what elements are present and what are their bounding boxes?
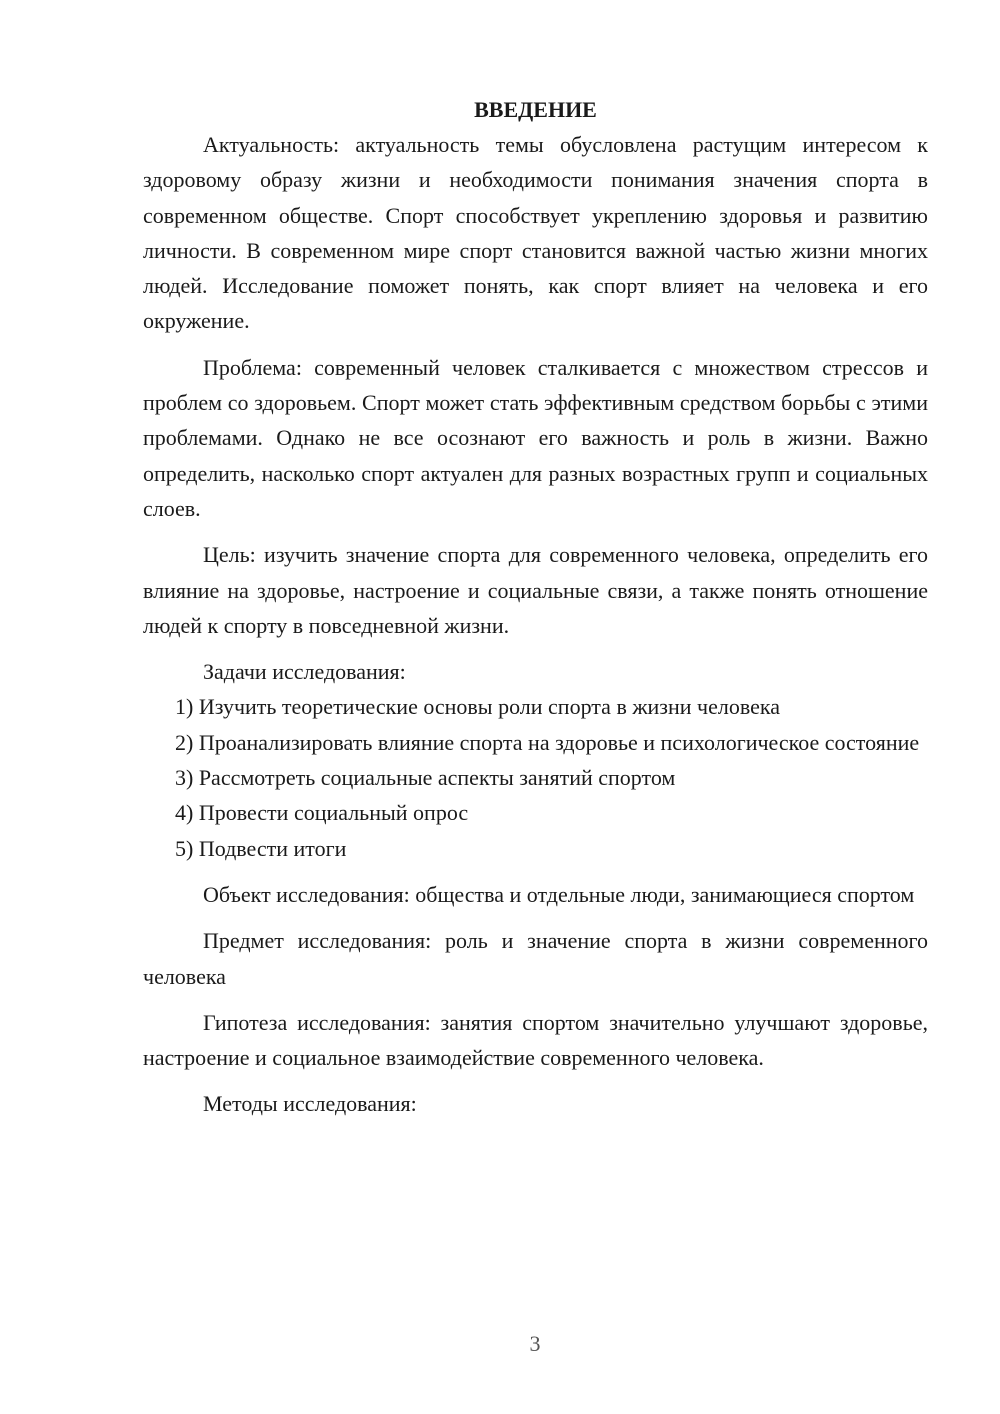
methods-heading: Методы исследования: — [203, 1091, 417, 1117]
goal-paragraph: Цель: изучить значение спорта для современного человека, определить его влияние на здоровье, настроение и социальные связи, а также понять отношение людей к спорту в повседневной жизни. — [143, 542, 928, 638]
document-page — [143, 92, 928, 1122]
task-item-3: 3) Рассмотреть социальные аспекты занятий спортом — [175, 765, 676, 791]
subject-paragraph: Предмет исследования: роль и значение спорта в жизни современного человека — [143, 928, 928, 989]
tasks-heading: Задачи исследования: — [203, 659, 406, 685]
object-paragraph: Объект исследования: общества и отдельные люди, занимающиеся спортом — [203, 881, 915, 907]
task-item-2: 2) Проанализировать влияние спорта на здоровье и психологическое состояние — [175, 729, 920, 755]
hypothesis-paragraph: Гипотеза исследования: занятия спортом значительно улучшают здоровье, настроение и социальное взаимодействие современного человека. — [143, 1009, 928, 1071]
task-item-4: 4) Провести социальный опрос — [175, 800, 469, 826]
task-item-5: 5) Подвести итоги — [175, 835, 347, 861]
page-number: 3 — [529, 1331, 541, 1356]
task-item-1: 1) Изучить теоретические основы роли спорта в жизни человека — [175, 694, 780, 720]
page-title: ВВЕДЕНИЕ — [474, 97, 597, 122]
relevance-paragraph: Актуальность: актуальность темы обусловлена растущим интересом к здоровому образу жизни и необходимости понимания значения спорта в современном обществе. Спорт способствует укреплению здоровья и развитию личности. В современном мире спорт становится важной частью жизни многих людей. Исследование поможет понять, как спорт влияет на человека и его окружение. — [143, 132, 928, 334]
problem-paragraph: Проблема: современный человек сталкивается с множеством стрессов и проблем со здоровьем. Спорт может стать эффективным средством борьбы с этими проблемами. Однако не все осознают его важность и роль в жизни. Важно определить, насколько спорт актуален для разных возрастных групп и социальных слоев. — [143, 354, 928, 521]
